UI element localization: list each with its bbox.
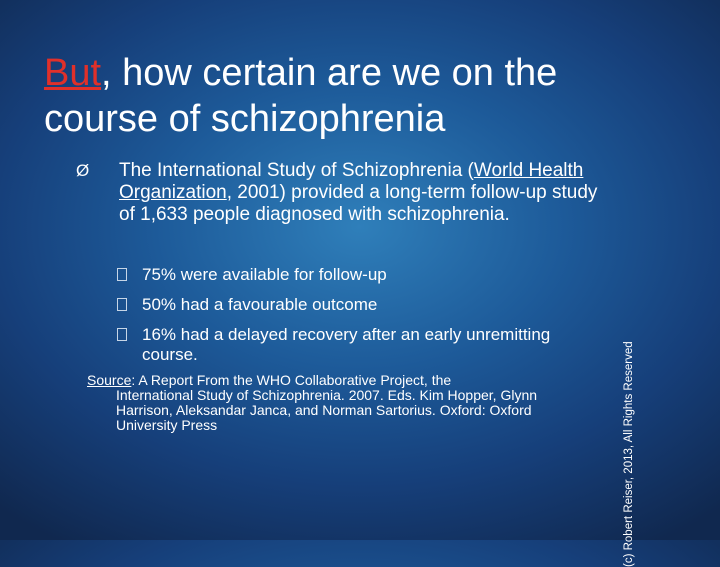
sub-bullet-text: 16% had a delayed recovery after an early unremitting course. [142,325,551,364]
copyright-text: (c) Robert Reiser, 2013, All Rights Reserved [623,341,635,567]
who-link[interactable]: World Health Organization [119,160,584,203]
box-bullet-icon [117,268,127,281]
main-bullet-text-part1: The International Study of Schizophrenia ( [119,160,474,181]
title-link-but[interactable]: But [44,52,102,94]
source-line1: : A Report From the WHO Collaborative Project, the [131,372,452,388]
sub-bullet-item [117,265,557,285]
source-label-link[interactable]: Source [87,372,132,388]
main-bullet-text-part2: , 2001) provided a long-term follow-up study of 1,633 people diagnosed with schizophrenia. [119,182,598,225]
box-bullet-icon [117,298,127,311]
box-bullet-icon [117,328,127,341]
sub-bullet-list [117,265,557,375]
main-bullet-text [119,160,598,226]
sub-bullet-text: 50% had a favourable outcome [142,295,378,314]
arrow-bullet-icon: Ø [76,161,90,180]
main-bullet [78,160,598,226]
copyright-notice [622,342,636,567]
sub-bullet-item [117,295,557,315]
title-text: , how certain are we on the course of schizophrenia [44,52,558,140]
sub-bullet-text: 75% were available for follow-up [142,265,387,284]
sub-bullet-item [117,325,557,365]
slide-title [44,50,624,142]
source-rest: International Study of Schizophrenia. 2007. Eds. Kim Hopper, Glynn Harrison, Aleksandar Janca, and Norman Sartorius. Oxford: Oxford University Press [116,387,538,433]
source-citation [87,373,557,433]
